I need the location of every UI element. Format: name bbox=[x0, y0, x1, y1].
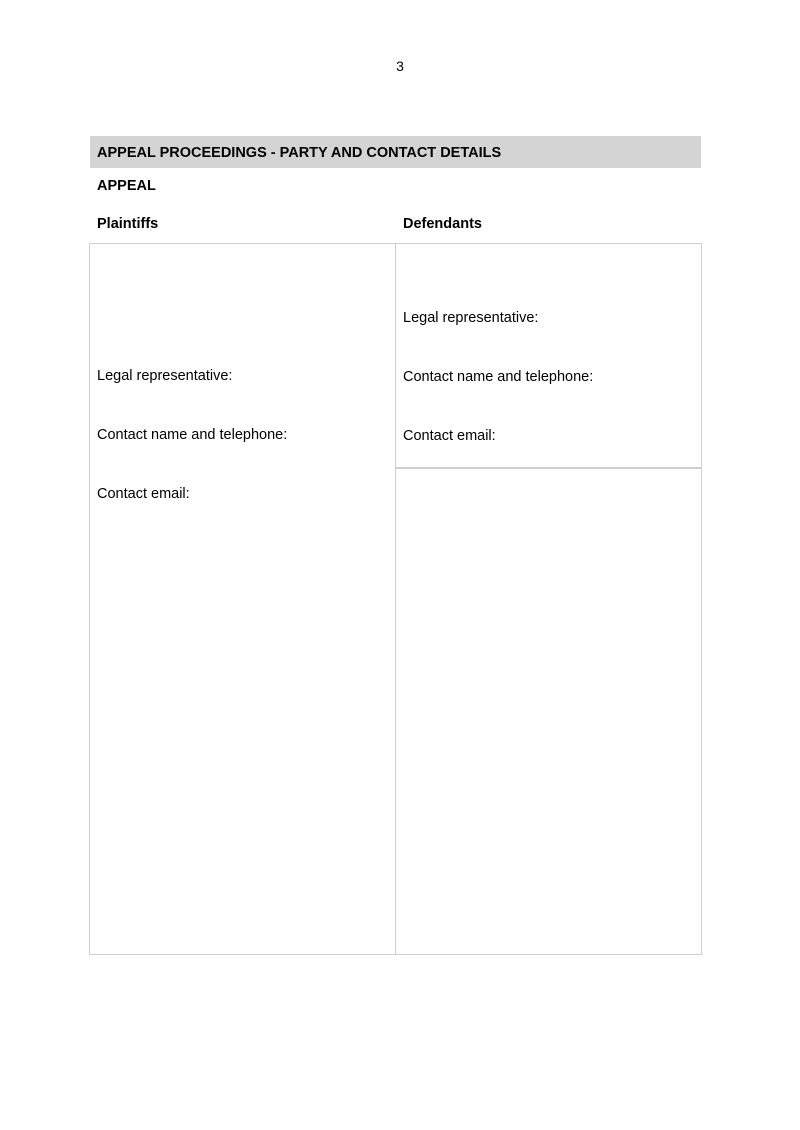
defendant-contact-name-label: Contact name and telephone: bbox=[403, 369, 594, 385]
table-right-border bbox=[701, 243, 702, 955]
defendants-additional-cell[interactable] bbox=[396, 469, 701, 954]
plaintiff-contact-email-label: Contact email: bbox=[97, 486, 190, 502]
defendants-heading: Defendants bbox=[403, 216, 482, 232]
plaintiff-contact-name-label: Contact name and telephone: bbox=[97, 427, 288, 443]
page-number: 3 bbox=[396, 58, 404, 74]
plaintiff-legal-representative-label: Legal representative: bbox=[97, 368, 233, 384]
table-left-border bbox=[89, 243, 90, 955]
plaintiffs-heading: Plaintiffs bbox=[97, 216, 159, 232]
defendant-contact-email-label: Contact email: bbox=[403, 428, 496, 444]
section-title: APPEAL PROCEEDINGS - PARTY AND CONTACT DETAILS bbox=[90, 136, 701, 168]
appeal-subheading: APPEAL bbox=[97, 178, 156, 194]
defendant-legal-representative-label: Legal representative: bbox=[403, 310, 539, 326]
